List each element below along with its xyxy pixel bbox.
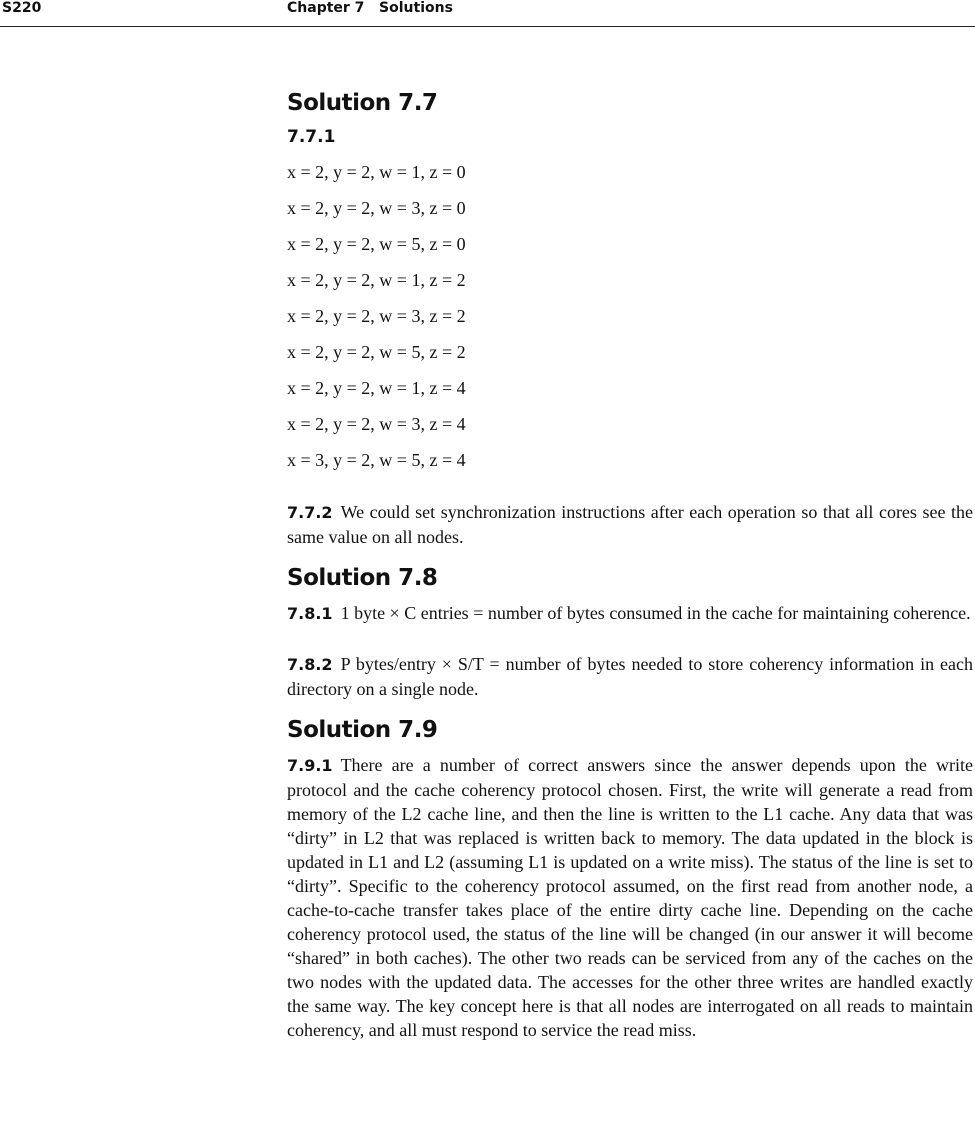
paragraph-text: There are a number of correct answers since the answer depends upon the write protocol and the cache coherency protocol chosen. First, the write will generate a read from memory of the L2 cache line, and then the line is written to the L1 cache. Any data that was “dirty” in L2 that was replaced is written back to memory. The data updated in the block is updated in L1 and L2 (assuming L1 is updated on a write miss). The status of the line is set to “dirty”. Specific to the coherency protocol assumed, on the first read from another node, a cache-to-cache transfer takes place of the entire dirty cache line. Depending on the cache coherency protocol used, the status of the line will be changed (in our answer it will become “shared” in both caches). The other two reads can be serviced from any of the caches on the two nodes with the updated data. The accesses for the other three writes are handled exactly the same way. The key concept here is that all nodes are interrogated on all reads to maintain coherency, and all must respond to service the read miss. <box>287 755 973 1040</box>
equation-line: x = 2, y = 2, w = 3, z = 0 <box>287 198 466 218</box>
equation-line: x = 2, y = 2, w = 3, z = 2 <box>287 306 466 326</box>
equation-line: x = 2, y = 2, w = 1, z = 4 <box>287 378 466 398</box>
equation-line: x = 2, y = 2, w = 1, z = 0 <box>287 162 466 182</box>
paragraph-number: 7.8.1 <box>287 604 333 623</box>
page-number: S220 <box>2 0 42 16</box>
paragraph-7-8-1 <box>287 601 973 626</box>
paragraph-7-7-2 <box>287 500 973 549</box>
paragraph-text: P bytes/entry × S/T = number of bytes needed to store coherency information in each directory on a single node. <box>287 654 973 699</box>
paragraph-text: We could set synchronization instructions after each operation so that all cores see the same value on all nodes. <box>287 502 973 547</box>
equation-list <box>287 154 973 478</box>
paragraph-number: 7.7.2 <box>287 503 333 522</box>
paragraph-number: 7.8.2 <box>287 655 333 674</box>
solution-7-7-heading: Solution 7.7 <box>287 90 438 116</box>
chapter-title: Chapter 7 Solutions <box>287 0 453 16</box>
solution-7-9-heading: Solution 7.9 <box>287 717 438 743</box>
solution-7-8-heading: Solution 7.8 <box>287 565 438 591</box>
equation-line: x = 2, y = 2, w = 3, z = 4 <box>287 414 466 434</box>
equation-line: x = 2, y = 2, w = 5, z = 0 <box>287 234 466 254</box>
equation-line: x = 2, y = 2, w = 1, z = 2 <box>287 270 466 290</box>
equation-line: x = 3, y = 2, w = 5, z = 4 <box>287 450 466 470</box>
running-head <box>0 0 975 27</box>
paragraph-7-8-2 <box>287 652 973 701</box>
subsection-7-7-1-heading: 7.7.1 <box>287 127 336 147</box>
paragraph-text: 1 byte × C entries = number of bytes consumed in the cache for maintaining coherence. <box>340 603 971 623</box>
paragraph-7-9-1 <box>287 753 973 1042</box>
paragraph-number: 7.9.1 <box>287 756 333 775</box>
equation-line: x = 2, y = 2, w = 5, z = 2 <box>287 342 466 362</box>
content-column <box>287 88 973 1042</box>
